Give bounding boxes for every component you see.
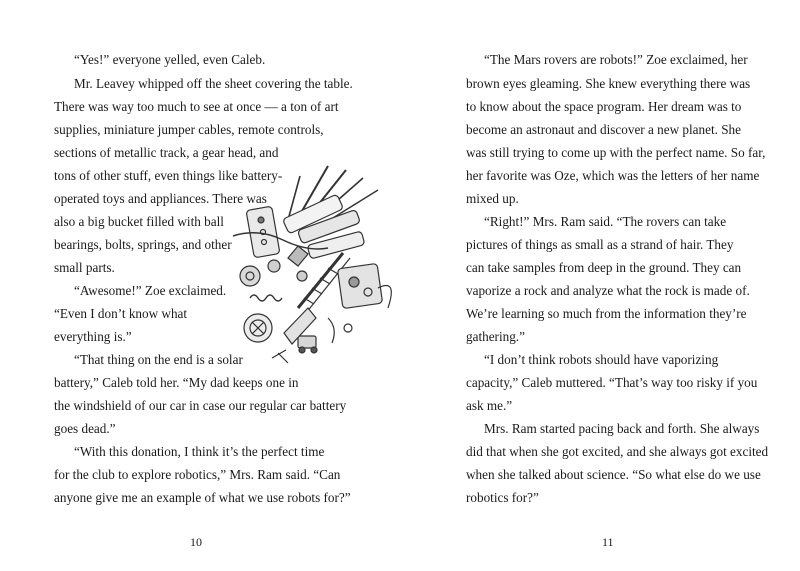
text-line: “Yes!” everyone yelled, even Caleb. xyxy=(74,52,266,67)
text-line: “I don’t think robots should have vaporizing xyxy=(484,352,719,367)
text-line: battery,” Caleb told her. “My dad keeps one in xyxy=(54,375,299,390)
robot-parts-illustration xyxy=(228,158,403,383)
text-line: goes dead.” xyxy=(54,421,116,436)
text-line: sections of metallic track, a gear head, and xyxy=(54,145,279,160)
text-line: also a big bucket filled with ball xyxy=(54,214,224,229)
text-line: “Right!” Mrs. Ram said. “The rovers can take xyxy=(484,214,727,229)
text-line: her favorite was Oze, which was the letters of her name xyxy=(466,168,760,183)
right-page xyxy=(400,0,800,571)
text-line: for the club to explore robotics,” Mrs. Ram said. “Can xyxy=(54,467,341,482)
text-line: “With this donation, I think it’s the perfect time xyxy=(74,444,325,459)
text-line: to know about the space program. Her dream was to xyxy=(466,99,742,114)
text-line: operated toys and appliances. There was xyxy=(54,191,267,206)
text-line: capacity,” Caleb muttered. “That’s way too risky if you xyxy=(466,375,758,390)
text-line: ask me.” xyxy=(466,398,513,413)
text-line: can take samples from deep in the ground. They can xyxy=(466,260,742,275)
text-line: We’re learning so much from the information they’re xyxy=(466,306,747,321)
text-line: become an astronaut and discover a new planet. She xyxy=(466,122,742,137)
text-line: was still trying to come up with the perfect name. So far, xyxy=(466,145,766,160)
text-line: everything is.” xyxy=(54,329,132,344)
text-line: mixed up. xyxy=(466,191,519,206)
text-line: vaporize a rock and analyze what the rock is made of. xyxy=(466,283,750,298)
text-line: supplies, miniature jumper cables, remote controls, xyxy=(54,122,324,137)
text-line: gathering.” xyxy=(466,329,525,344)
text-line: when she talked about science. “So what else do we use xyxy=(466,467,761,482)
text-line: pictures of things as small as a strand of hair. They xyxy=(466,237,734,252)
text-line: bearings, bolts, springs, and other xyxy=(54,237,232,252)
page-number: 10 xyxy=(190,535,202,549)
text-line: did that when she got excited, and she always got excited xyxy=(466,444,769,459)
text-line: “Even I don’t know what xyxy=(54,306,188,321)
text-line: Mr. Leavey whipped off the sheet covering the table. xyxy=(74,76,353,91)
text-line: “Awesome!” Zoe exclaimed. xyxy=(74,283,227,298)
text-line: tons of other stuff, even things like battery- xyxy=(54,168,283,183)
text-line: small parts. xyxy=(54,260,115,275)
text-line: anyone give me an example of what we use robots for?” xyxy=(54,490,351,505)
text-line: “That thing on the end is a solar xyxy=(74,352,243,367)
text-line: the windshield of our car in case our regular car battery xyxy=(54,398,347,413)
text-line: There was way too much to see at once — a ton of art xyxy=(54,99,339,114)
page-number: 11 xyxy=(602,535,614,549)
text-line: “The Mars rovers are robots!” Zoe exclaimed, her xyxy=(484,52,748,67)
text-line: brown eyes gleaming. She knew everything there was xyxy=(466,76,751,91)
text-line: Mrs. Ram started pacing back and forth. She always xyxy=(484,421,760,436)
text-line: robotics for?” xyxy=(466,490,539,505)
